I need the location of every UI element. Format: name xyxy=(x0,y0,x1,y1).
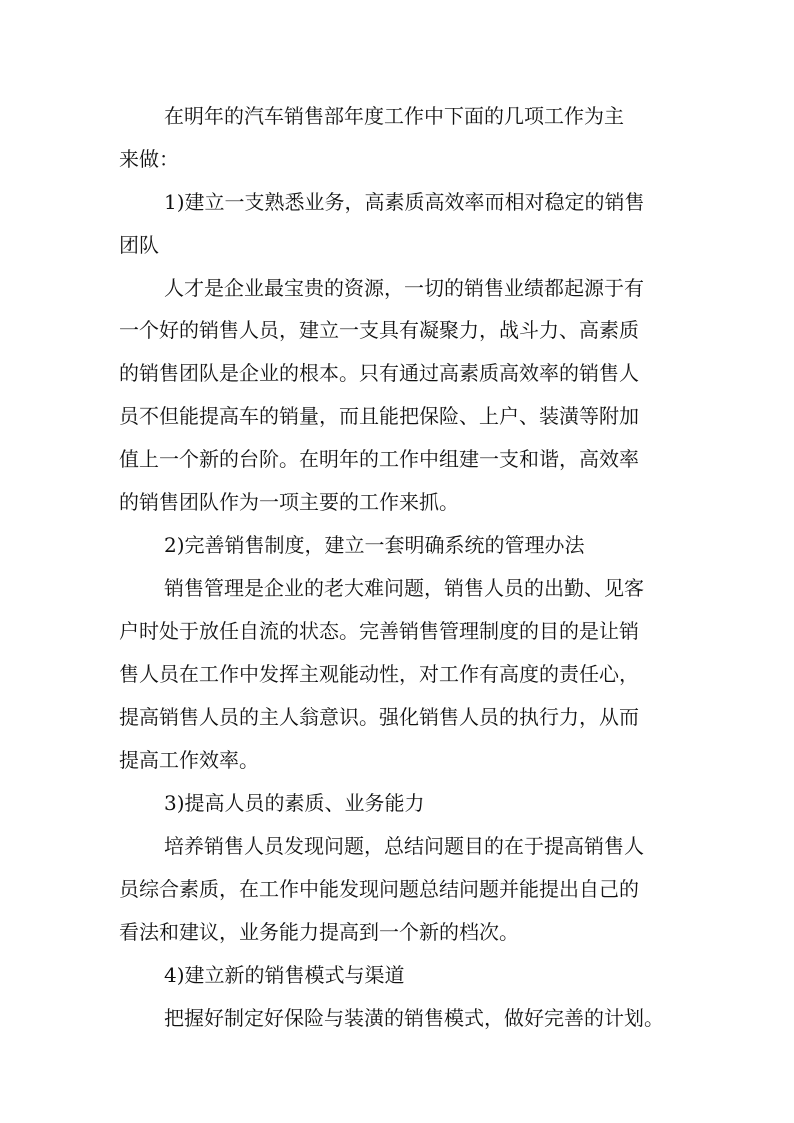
paragraph-line: 在明年的汽车销售部年度工作中下面的几项工作为主 xyxy=(164,104,624,128)
list-heading-3: 3)提高人员的素质、业务能力 xyxy=(164,791,425,815)
paragraph-line: 团队 xyxy=(119,233,159,257)
paragraph-line: 提高销售人员的主人翁意识。强化销售人员的执行力，从而 xyxy=(119,705,639,729)
paragraph-line: 的销售团队作为一项主要的工作来抓。 xyxy=(119,490,459,514)
paragraph-line: 来做： xyxy=(119,147,179,171)
list-heading-1: 1)建立一支熟悉业务，高素质高效率而相对稳定的销售 xyxy=(164,190,645,214)
paragraph-line: 人才是企业最宝贵的资源，一切的销售业绩都起源于有 xyxy=(164,276,644,300)
paragraph-line: 员综合素质，在工作中能发现问题总结问题并能提出自己的 xyxy=(119,877,639,901)
paragraph-line: 的销售团队是企业的根本。只有通过高素质高效率的销售人 xyxy=(119,361,639,385)
paragraph-line: 看法和建议，业务能力提高到一个新的档次。 xyxy=(119,920,519,944)
paragraph-line: 员不但能提高车的销量，而且能把保险、上户、装潢等附加 xyxy=(119,404,639,428)
list-heading-2: 2)完善销售制度，建立一套明确系统的管理办法 xyxy=(164,533,585,557)
paragraph-line: 提高工作效率。 xyxy=(119,748,259,772)
paragraph-line: 售人员在工作中发挥主观能动性，对工作有高度的责任心， xyxy=(119,662,639,686)
paragraph-line: 把握好制定好保险与装潢的销售模式，做好完善的计划。 xyxy=(164,1006,664,1030)
list-heading-4: 4)建立新的销售模式与渠道 xyxy=(164,963,405,987)
paragraph-line: 销售管理是企业的老大难问题，销售人员的出勤、见客 xyxy=(164,576,644,600)
paragraph-line: 一个好的销售人员，建立一支具有凝聚力，战斗力、高素质 xyxy=(119,318,639,342)
paragraph-line: 培养销售人员发现问题，总结问题目的在于提高销售人 xyxy=(164,834,644,858)
paragraph-line: 户时处于放任自流的状态。完善销售管理制度的目的是让销 xyxy=(119,619,639,643)
paragraph-line: 值上一个新的台阶。在明年的工作中组建一支和谐，高效率 xyxy=(119,447,639,471)
